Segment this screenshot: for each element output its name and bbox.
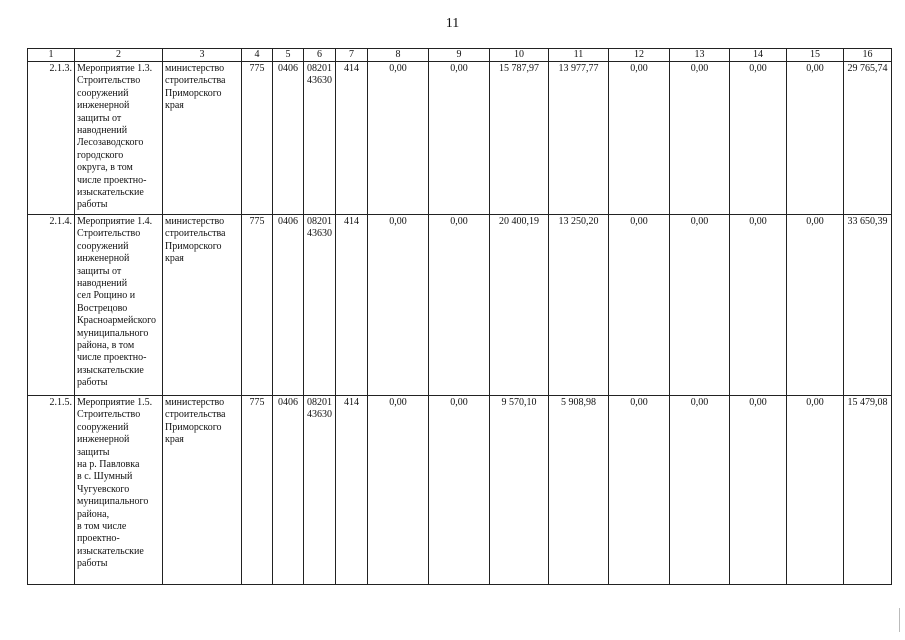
responsible-ministry: министерство строительства Приморского края	[163, 396, 242, 585]
column-header: 12	[609, 49, 670, 62]
amount-cell: 0,00	[787, 396, 844, 585]
code-cell: 0406	[273, 396, 304, 585]
column-header: 6	[304, 49, 336, 62]
column-header: 15	[787, 49, 844, 62]
row-number: 2.1.3.	[28, 62, 75, 215]
amount-cell: 0,00	[429, 396, 490, 585]
column-header: 16	[844, 49, 892, 62]
amount-cell: 15 787,97	[490, 62, 549, 215]
amount-cell: 0,00	[368, 396, 429, 585]
column-header: 2	[75, 49, 163, 62]
code-cell: 775	[242, 62, 273, 215]
scan-edge-mark	[899, 608, 900, 632]
column-header: 13	[670, 49, 730, 62]
total-cell: 33 650,39	[844, 215, 892, 396]
code-cell: 08201 43630	[304, 396, 336, 585]
amount-cell: 0,00	[429, 215, 490, 396]
amount-cell: 0,00	[730, 215, 787, 396]
code-cell: 0406	[273, 215, 304, 396]
column-header: 1	[28, 49, 75, 62]
event-description: Мероприятие 1.5. Строительство сооружений инженерной защиты на р. Павловка в с. Шумный Чугуевского муниципального района, в том числе проектно- изыскательские работы	[75, 396, 163, 585]
amount-cell: 0,00	[787, 215, 844, 396]
event-description: Мероприятие 1.4. Строительство сооружений инженерной защиты от наводнений сел Рощино и Вострецово Красноармейского муниципального района, в том числе проектно- изыскательские работы	[75, 215, 163, 396]
column-header: 14	[730, 49, 787, 62]
table-row	[28, 396, 892, 585]
row-number: 2.1.4.	[28, 215, 75, 396]
amount-cell: 20 400,19	[490, 215, 549, 396]
event-description: Мероприятие 1.3. Строительство сооружений инженерной защиты от наводнений Лесозаводского городского округа, в том числе проектно- изыскательские работы	[75, 62, 163, 215]
amount-cell: 0,00	[730, 62, 787, 215]
amount-cell: 13 977,77	[549, 62, 609, 215]
amount-cell: 0,00	[787, 62, 844, 215]
amount-cell: 0,00	[609, 215, 670, 396]
code-cell: 414	[336, 215, 368, 396]
table-row	[28, 62, 892, 215]
amount-cell: 9 570,10	[490, 396, 549, 585]
code-cell: 0406	[273, 62, 304, 215]
amount-cell: 0,00	[429, 62, 490, 215]
column-header: 9	[429, 49, 490, 62]
code-cell: 775	[242, 215, 273, 396]
column-header: 11	[549, 49, 609, 62]
column-header: 4	[242, 49, 273, 62]
row-number: 2.1.5.	[28, 396, 75, 585]
code-cell: 775	[242, 396, 273, 585]
column-header: 8	[368, 49, 429, 62]
column-header: 3	[163, 49, 242, 62]
responsible-ministry: министерство строительства Приморского края	[163, 62, 242, 215]
code-cell: 08201 43630	[304, 215, 336, 396]
amount-cell: 0,00	[368, 215, 429, 396]
amount-cell: 0,00	[730, 396, 787, 585]
total-cell: 29 765,74	[844, 62, 892, 215]
page-number: 11	[445, 16, 460, 31]
total-cell: 15 479,08	[844, 396, 892, 585]
column-header: 10	[490, 49, 549, 62]
column-header: 7	[336, 49, 368, 62]
amount-cell: 0,00	[368, 62, 429, 215]
column-header: 5	[273, 49, 304, 62]
amount-cell: 0,00	[670, 62, 730, 215]
code-cell: 08201 43630	[304, 62, 336, 215]
amount-cell: 0,00	[670, 396, 730, 585]
code-cell: 414	[336, 396, 368, 585]
budget-table	[27, 48, 892, 585]
code-cell: 414	[336, 62, 368, 215]
column-number-row	[28, 49, 892, 62]
amount-cell: 0,00	[609, 396, 670, 585]
amount-cell: 5 908,98	[549, 396, 609, 585]
amount-cell: 13 250,20	[549, 215, 609, 396]
amount-cell: 0,00	[670, 215, 730, 396]
table-row	[28, 215, 892, 396]
responsible-ministry: министерство строительства Приморского края	[163, 215, 242, 396]
amount-cell: 0,00	[609, 62, 670, 215]
